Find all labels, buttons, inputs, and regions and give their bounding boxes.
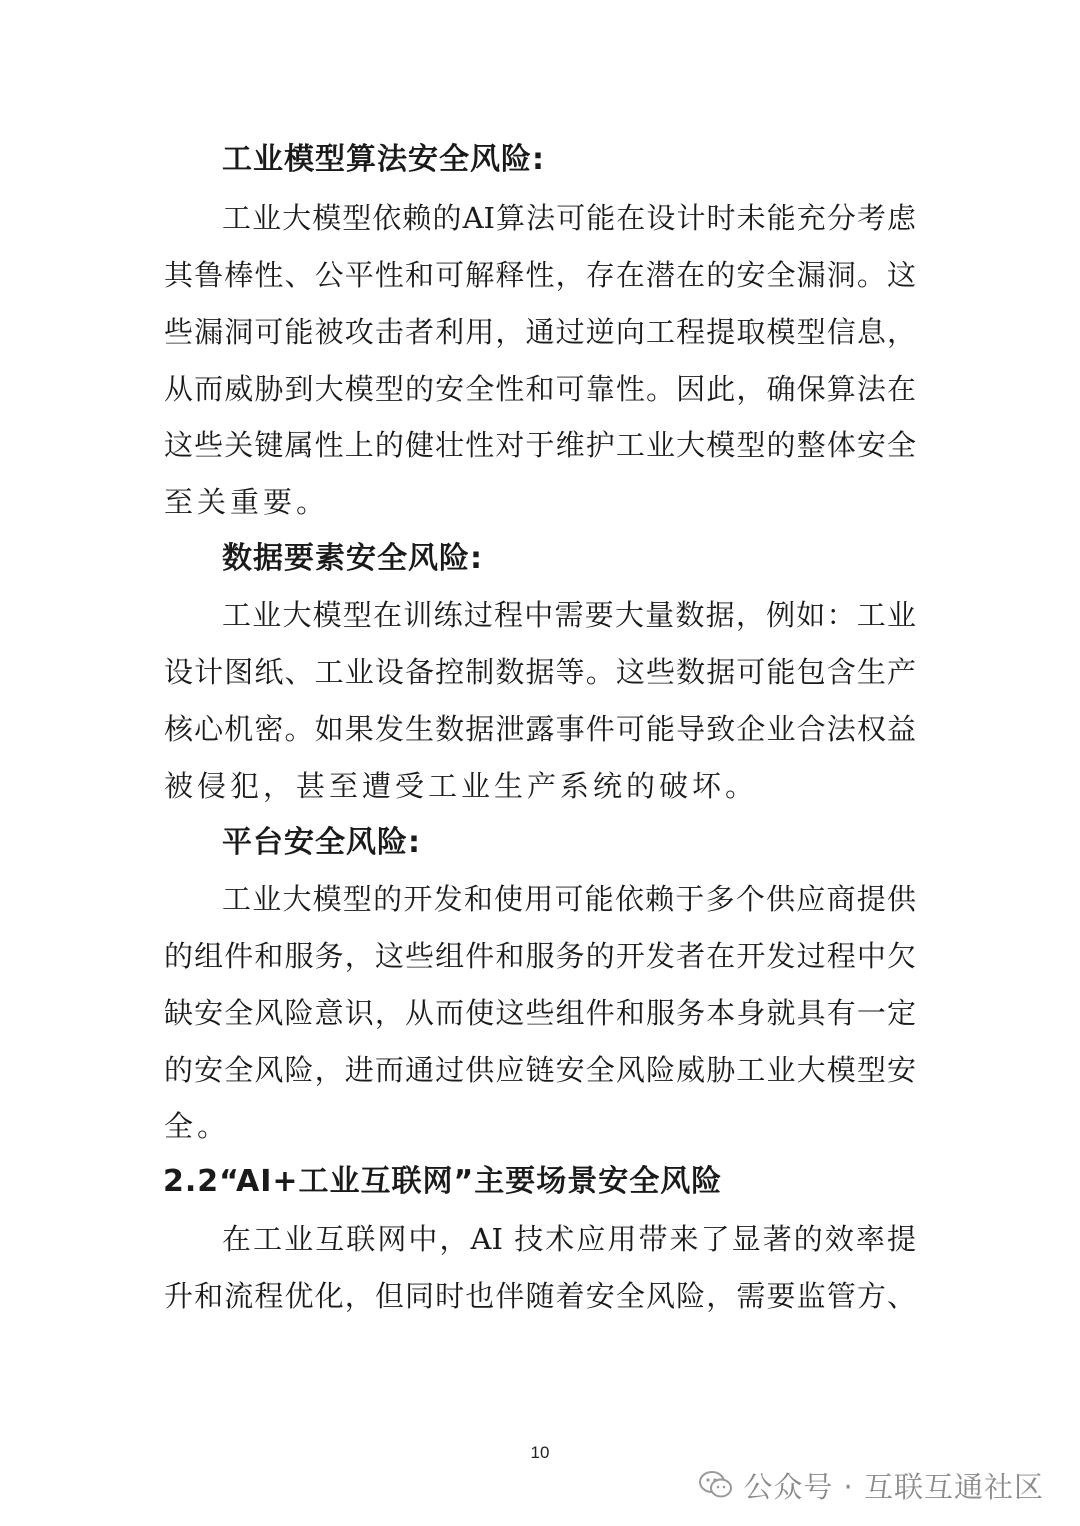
paragraph-line: 缺安全风险意识，从而使这些组件和服务本身就具有一定	[164, 996, 916, 1030]
page-number: 10	[530, 1443, 550, 1462]
paragraph-line: 全。	[164, 1109, 231, 1143]
section-heading: 2.2“AI+工业互联网”主要场景安全风险	[163, 1164, 723, 1199]
paragraph-line: 至关重要。	[164, 485, 330, 519]
paragraph-line: 升和流程优化，但同时也伴随着安全风险，需要监管方、	[164, 1279, 916, 1313]
paragraph-line: 工业大模型依赖的AI算法可能在设计时未能充分考虑	[222, 201, 916, 235]
paragraph-line: 从而威胁到大模型的安全性和可靠性。因此，确保算法在	[164, 372, 916, 406]
paragraph-line: 些漏洞可能被攻击者利用，通过逆向工程提取模型信息，	[164, 315, 916, 349]
heading-algorithm-risk: 工业模型算法安全风险:	[222, 142, 545, 177]
paragraph-line: 工业大模型在训练过程中需要大量数据，例如：工业	[222, 598, 916, 632]
heading-data-risk: 数据要素安全风险:	[222, 541, 483, 576]
heading-platform-risk: 平台安全风险:	[222, 825, 421, 860]
paragraph-line: 工业大模型的开发和使用可能依赖于多个供应商提供	[222, 882, 916, 916]
paragraph-line: 在工业互联网中，AI 技术应用带来了显著的效率提	[222, 1222, 916, 1256]
watermark-text: 公众号 · 互联互通社区	[743, 1469, 1044, 1504]
paragraph-line: 被侵犯，甚至遭受工业生产系统的破坏。	[164, 769, 759, 803]
paragraph-line: 核心机密。如果发生数据泄露事件可能导致企业合法权益	[164, 712, 916, 746]
paragraph-line: 的安全风险，进而通过供应链安全风险威胁工业大模型安	[164, 1053, 916, 1087]
paragraph-line: 的组件和服务，这些组件和服务的开发者在开发过程中欠	[164, 939, 916, 973]
paragraph-line: 这些关键属性上的健壮性对于维护工业大模型的整体安全	[164, 428, 916, 462]
wechat-icon	[699, 1470, 733, 1500]
paragraph-line: 设计图纸、工业设备控制数据等。这些数据可能包含生产	[164, 655, 916, 689]
watermark	[699, 1465, 1044, 1505]
paragraph-line: 其鲁棒性、公平性和可解释性，存在潜在的安全漏洞。这	[164, 258, 916, 292]
